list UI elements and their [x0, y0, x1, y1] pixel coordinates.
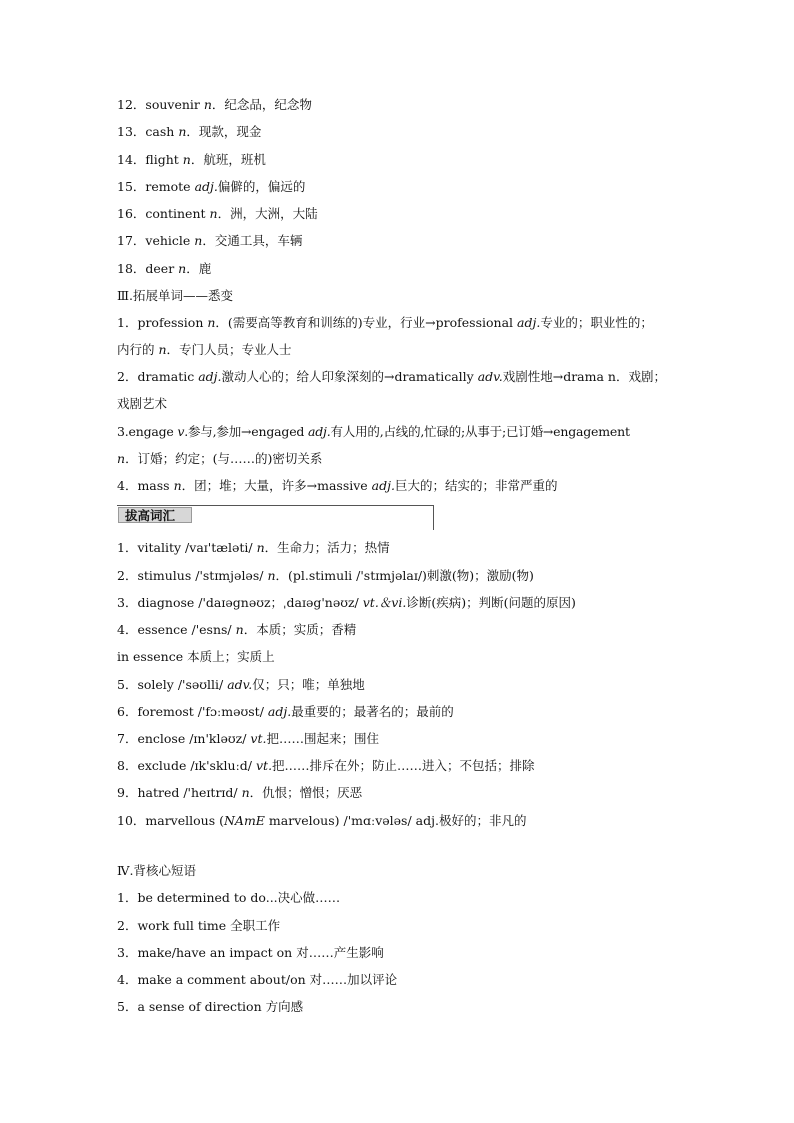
advanced-item: 3．diagnose /'daɪəgnəʊz；ˌdaɪəg'nəʊz/ vt.＆vi.诊断(疾病)；判断(问题的原因): [117, 595, 576, 610]
advanced-item: 2．stimulus /'stɪmjələs/ n．(pl.stimuli /'stɪmjəlaɪ/)刺激(物)；激励(物): [117, 568, 534, 583]
advanced-item: 8．exclude /ɪk'skluːd/ vt.把……排斥在外；防止……进入；不包括；排除: [117, 758, 535, 773]
advanced-item: 7．enclose /ɪn'kləʊz/ vt.把……围起来；围住: [117, 731, 379, 746]
phrase-item: 4．make a comment about/on 对……加以评论: [117, 972, 398, 987]
extension-line: 1．profession n．(需要高等教育和训练的)专业，行业→professional adj.专业的；职业性的；: [117, 315, 653, 330]
vocab-item: 18．deer n．鹿: [117, 261, 212, 276]
advanced-item: in essence 本质上；实质上: [117, 649, 275, 664]
advanced-item: 9．hatred /'heɪtrɪd/ n．仇恨；憎恨；厌恶: [117, 785, 363, 800]
advanced-item: 1．vitality /vaɪ'tæləti/ n．生命力；活力；热情: [117, 540, 390, 555]
advanced-heading-tag: 拔高词汇: [118, 507, 192, 523]
extension-line: 内行的 n．专门人员；专业人士: [117, 342, 292, 357]
vocab-item: 14．flight n．航班，班机: [117, 152, 266, 167]
advanced-item: 10．marvellous (NAmE marvelous) /'mɑːvələs/ adj.极好的；非凡的: [117, 813, 527, 828]
extension-line: 2．dramatic adj.激动人心的；给人印象深刻的→dramatically adv.戏剧性地→drama n．戏剧；: [117, 369, 666, 384]
phrase-item: 2．work full time 全职工作: [117, 918, 281, 933]
advanced-item: 6．foremost /'fɔːməʊst/ adj.最重要的；最著名的；最前的: [117, 704, 454, 719]
phrase-item: 3．make/have an impact on 对……产生影响: [117, 945, 384, 960]
extension-line: 4．mass n．团；堆；大量，许多→massive adj.巨大的；结实的；非常严重的: [117, 478, 558, 493]
phrase-item: 5．a sense of direction 方向感: [117, 999, 304, 1014]
vocab-item: 15．remote adj.偏僻的，偏远的: [117, 179, 306, 194]
extension-line: 3.engage v.参与,参加→engaged adj.有人用的,占线的,忙碌的;从事于;已订婚→engagement: [117, 424, 630, 439]
extension-line: 戏剧艺术: [117, 396, 168, 411]
vocab-item: 12．souvenir n．纪念品，纪念物: [117, 97, 312, 112]
vocab-item: 13．cash n．现款，现金: [117, 124, 262, 139]
extension-line: n．订婚；约定；(与……的)密切关系: [117, 451, 323, 466]
vocab-item: 16．continent n．洲，大洲，大陆: [117, 206, 318, 221]
section-title-phrases: Ⅳ.背核心短语: [117, 863, 196, 878]
advanced-heading-frame: [117, 505, 434, 530]
phrase-item: 1．be determined to do...决心做……: [117, 890, 341, 905]
vocab-item: 17．vehicle n．交通工具，车辆: [117, 233, 303, 248]
advanced-item: 4．essence /'esns/ n．本质；实质；香精: [117, 622, 357, 637]
advanced-item: 5．solely /'səʊlli/ adv.仅；只；唯；单独地: [117, 677, 365, 692]
section-title-extension: Ⅲ.拓展单词——悉变: [117, 288, 234, 303]
